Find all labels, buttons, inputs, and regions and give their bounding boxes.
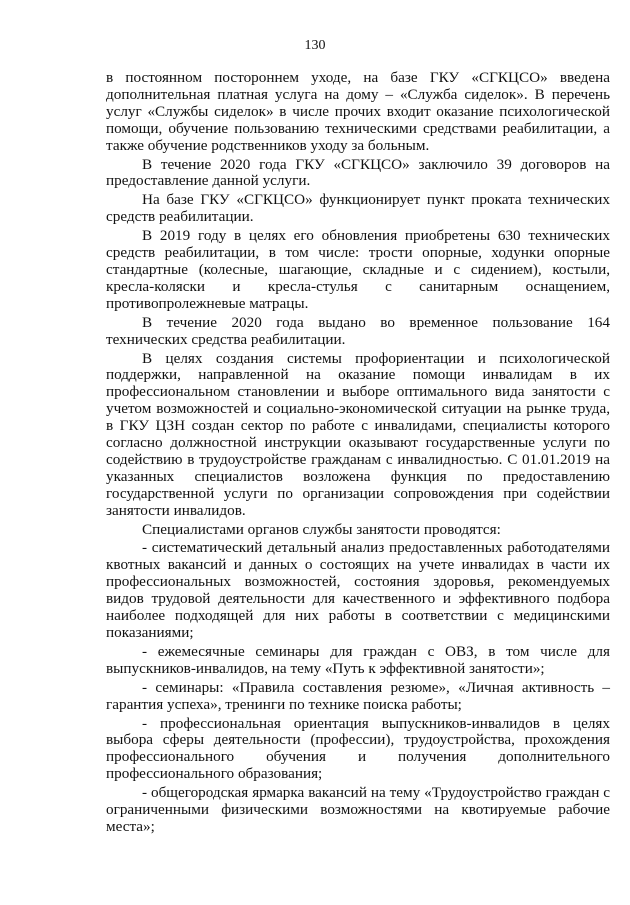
list-item-professional-orientation: - профессиональная ориентация выпускников-инвалидов в целях выбора сферы деятельности (профессии), трудоустройства, прохождения профессионального обучения и получения дополнительного профессионального образования; [106, 714, 610, 783]
list-item-vacancy-analysis: - систематический детальный анализ предоставленных работодателями квотных вакансий и данных о состоящих на учете инвалидах в части их профессиональных возможностей, состояния здоровья, рекомендуемых видов трудовой деятельности для качественного и эффективного подбора наиболее подходящей для них работы в соответствии с медицинскими показаниями; [106, 539, 610, 641]
paragraph-issued-2020: В течение 2020 года выдано во временное пользование 164 технических средства реабилитации. [106, 313, 610, 348]
document-body [106, 70, 610, 838]
page-number: 130 [304, 38, 326, 53]
list-item-job-fair: - общегородская ярмарка вакансий на тему «Трудоустройство граждан с ограниченными физическими возможностями на квотируемые рабочие места»; [106, 784, 610, 835]
list-item-resume-seminars: - семинары: «Правила составления резюме», «Личная активность – гарантия успеха», тренинги по технике поиска работы; [106, 678, 610, 713]
paragraph-specialists-intro: Специалистами органов службы занятости проводятся: [142, 520, 501, 538]
paragraph-2019-update: В 2019 году в целях его обновления приобретены 630 технических средств реабилитации, в том числе: трости опорные, ходунки опорные стандартные (колесные, шагающие, складные и с сидением), костыли, кресла-коляски и кресла-стулья с санитарным оснащением, противопролежневые матрацы. [106, 227, 610, 312]
paragraph-career-guidance: В целях создания системы профориентации и психологической поддержки, направленной на оказание помощи инвалидам в их профессиональном становлении и выборе оптимального вида занятости с учетом возможностей и социально-экономической ситуации на рынке труда, в ГКУ ЦЗН создан сектор по работе с инвалидами, специалисты которого согласно должностной инструкции оказывают государственные услуги по содействию в трудоустройстве гражданам с инвалидностью. С 01.01.2019 на указанных специалистов возложена функция по предоставлению государственной услуги по организации сопровождения при содействии занятости инвалидов. [106, 349, 610, 519]
paragraph-continuation: в постоянном постороннем уходе, на базе ГКУ «СГКЦСО» введена дополнительная платная услуга на дому – «Служба сиделок». В перечень услуг «Службы сиделок» в числе прочих входит оказание психологической помощи, обучение пользованию техническими средствами реабилитации, а также обучение родственников уходу за больным. [106, 69, 610, 154]
list-item-monthly-seminars: - ежемесячные семинары для граждан с ОВЗ, в том числе для выпускников-инвалидов, на тему «Путь к эффективной занятости»; [106, 642, 610, 677]
paragraph-rental-point: На базе ГКУ «СГКЦСО» функционирует пункт проката технических средств реабилитации. [106, 191, 610, 226]
paragraph-contracts-2020: В течение 2020 года ГКУ «СГКЦСО» заключило 39 договоров на предоставление данной услуги. [106, 155, 610, 190]
